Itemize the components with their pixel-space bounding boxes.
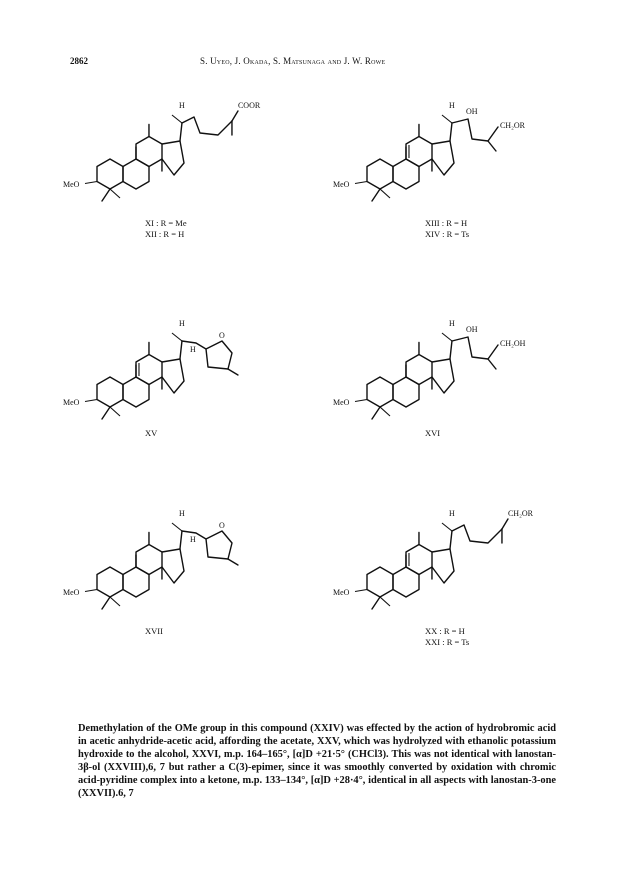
oxygen-label: O xyxy=(218,331,225,340)
methoxy-label: MeO xyxy=(63,179,80,189)
body-paragraph xyxy=(78,722,556,800)
side-chain xyxy=(450,123,452,141)
compound-caption: XI : R = Me xyxy=(145,218,187,228)
hydrogen-label: H xyxy=(448,319,455,328)
methyl xyxy=(372,189,380,201)
methyl-hashed xyxy=(172,523,182,531)
side-chain xyxy=(232,111,238,121)
methoxy-label: MeO xyxy=(63,397,80,407)
hydroxyl-label: OH xyxy=(465,325,478,334)
side-chain-label: CH₂OR xyxy=(499,121,525,130)
methoxy-label: MeO xyxy=(333,587,350,597)
methoxy-bond xyxy=(355,590,367,592)
methyl xyxy=(372,597,380,609)
ring-d xyxy=(432,359,454,393)
side-chain-label: CH₂OH xyxy=(499,339,526,348)
side-chain-label: COOR xyxy=(237,101,261,110)
hydrogen-label: H xyxy=(178,101,185,110)
side-chain xyxy=(450,341,452,359)
compound-caption: XXI : R = Ts xyxy=(425,637,470,647)
side-chain xyxy=(452,337,498,359)
methoxy-label: MeO xyxy=(333,179,350,189)
compound-caption: XVI xyxy=(425,428,441,438)
ring-a xyxy=(367,567,393,597)
ring-a xyxy=(367,377,393,407)
ring-c xyxy=(136,355,162,385)
compound-caption: XIII : R = H xyxy=(425,218,468,228)
methyl-hashed xyxy=(110,189,120,198)
ring-methyl xyxy=(228,369,238,375)
methyl-hashed xyxy=(110,597,120,606)
tetrahydrofuran-ring xyxy=(206,531,232,559)
methyl xyxy=(102,189,110,201)
body-text: Demethylation of the OMe group in this compound (XXIV) was effected by the action of hydrobromic acid in acetic anhydride-acetic acid, affording the acetate, XXV, which was hydrolyzed with ethanolic potassium hydroxide to the alcohol, XXVI, m.p. 164–165°, [α]D +21·5° (CHCl3). This was not identical with lanostan-3β-ol (XXVIII),6, 7 but rather a C(3)-epimer, since it was smoothly converted by oxidation with chromic acid-pyridine complex into a ketone, m.p. 133–134°, [α]D +28·4°, identical in all aspects with lanostan-3-one (XXVII).6, 7 xyxy=(78,723,556,799)
hydrogen-label: H xyxy=(178,319,185,328)
side-chain-methyl xyxy=(488,359,496,369)
ring-a xyxy=(97,567,123,597)
structure-xiii-xiv xyxy=(330,84,570,264)
ring-c xyxy=(136,545,162,575)
structure-xx-xxi xyxy=(330,490,570,670)
side-chain xyxy=(450,531,452,549)
running-authors: S. Uyeo, J. Okada, S. Matsunaga and J. W. Rowe xyxy=(200,56,386,66)
side-chain xyxy=(452,119,498,141)
methoxy-bond xyxy=(355,400,367,402)
compound-caption: XX : R = H xyxy=(425,626,465,636)
methyl xyxy=(102,597,110,609)
ring-a xyxy=(367,159,393,189)
side-chain xyxy=(452,525,502,543)
side-chain-label: CH₂OR xyxy=(507,509,533,518)
methoxy-label: MeO xyxy=(333,397,350,407)
side-chain xyxy=(180,531,182,549)
compound-caption: XV xyxy=(145,428,158,438)
methyl-hashed xyxy=(380,189,390,198)
structure-xv xyxy=(60,300,290,460)
ring-c xyxy=(406,545,432,575)
compound-caption: XIV : R = Ts xyxy=(425,229,470,239)
hydrogen-label: H xyxy=(448,101,455,110)
methyl-hashed xyxy=(442,523,452,531)
ring-d xyxy=(432,141,454,175)
hydrogen-label: H xyxy=(178,509,185,518)
methyl-hashed xyxy=(442,115,452,123)
side-chain xyxy=(502,519,508,529)
ring-c xyxy=(406,137,432,167)
methyl xyxy=(102,407,110,419)
ring-a xyxy=(97,159,123,189)
methyl-hashed xyxy=(380,407,390,416)
side-chain xyxy=(182,117,232,135)
hydrogen-label: H xyxy=(189,535,196,544)
ring-methyl xyxy=(228,559,238,565)
side-chain xyxy=(180,341,182,359)
structure-xvii xyxy=(60,490,290,660)
hydrogen-label: H xyxy=(189,345,196,354)
ring-d xyxy=(162,359,184,393)
side-chain xyxy=(180,123,182,141)
steroid-skeleton xyxy=(60,490,290,660)
compound-caption: XVII xyxy=(145,626,163,636)
methoxy-bond xyxy=(85,400,97,402)
steroid-skeleton xyxy=(60,300,290,460)
tetrahydrofuran-ring xyxy=(206,341,232,369)
methyl-hashed xyxy=(442,333,452,341)
ring-d xyxy=(162,549,184,583)
methoxy-bond xyxy=(355,182,367,184)
ring-c xyxy=(136,137,162,167)
methoxy-bond xyxy=(85,590,97,592)
hydroxyl-label: OH xyxy=(465,107,478,116)
page-number: 2862 xyxy=(70,56,88,66)
methyl-hashed xyxy=(110,407,120,416)
hydrogen-label: H xyxy=(448,509,455,518)
page-header xyxy=(70,56,550,72)
structure-xvi xyxy=(330,300,570,460)
ring-a xyxy=(97,377,123,407)
side-chain-methyl xyxy=(488,141,496,151)
methyl xyxy=(372,407,380,419)
ring-d xyxy=(432,549,454,583)
compound-caption: XII : R = H xyxy=(145,229,185,239)
oxygen-label: O xyxy=(218,521,225,530)
ring-c xyxy=(406,355,432,385)
methyl-hashed xyxy=(172,333,182,341)
methoxy-bond xyxy=(85,182,97,184)
methyl-hashed xyxy=(172,115,182,123)
ring-d xyxy=(162,141,184,175)
structure-xi-xii xyxy=(60,84,290,264)
methoxy-label: MeO xyxy=(63,587,80,597)
methyl-hashed xyxy=(380,597,390,606)
